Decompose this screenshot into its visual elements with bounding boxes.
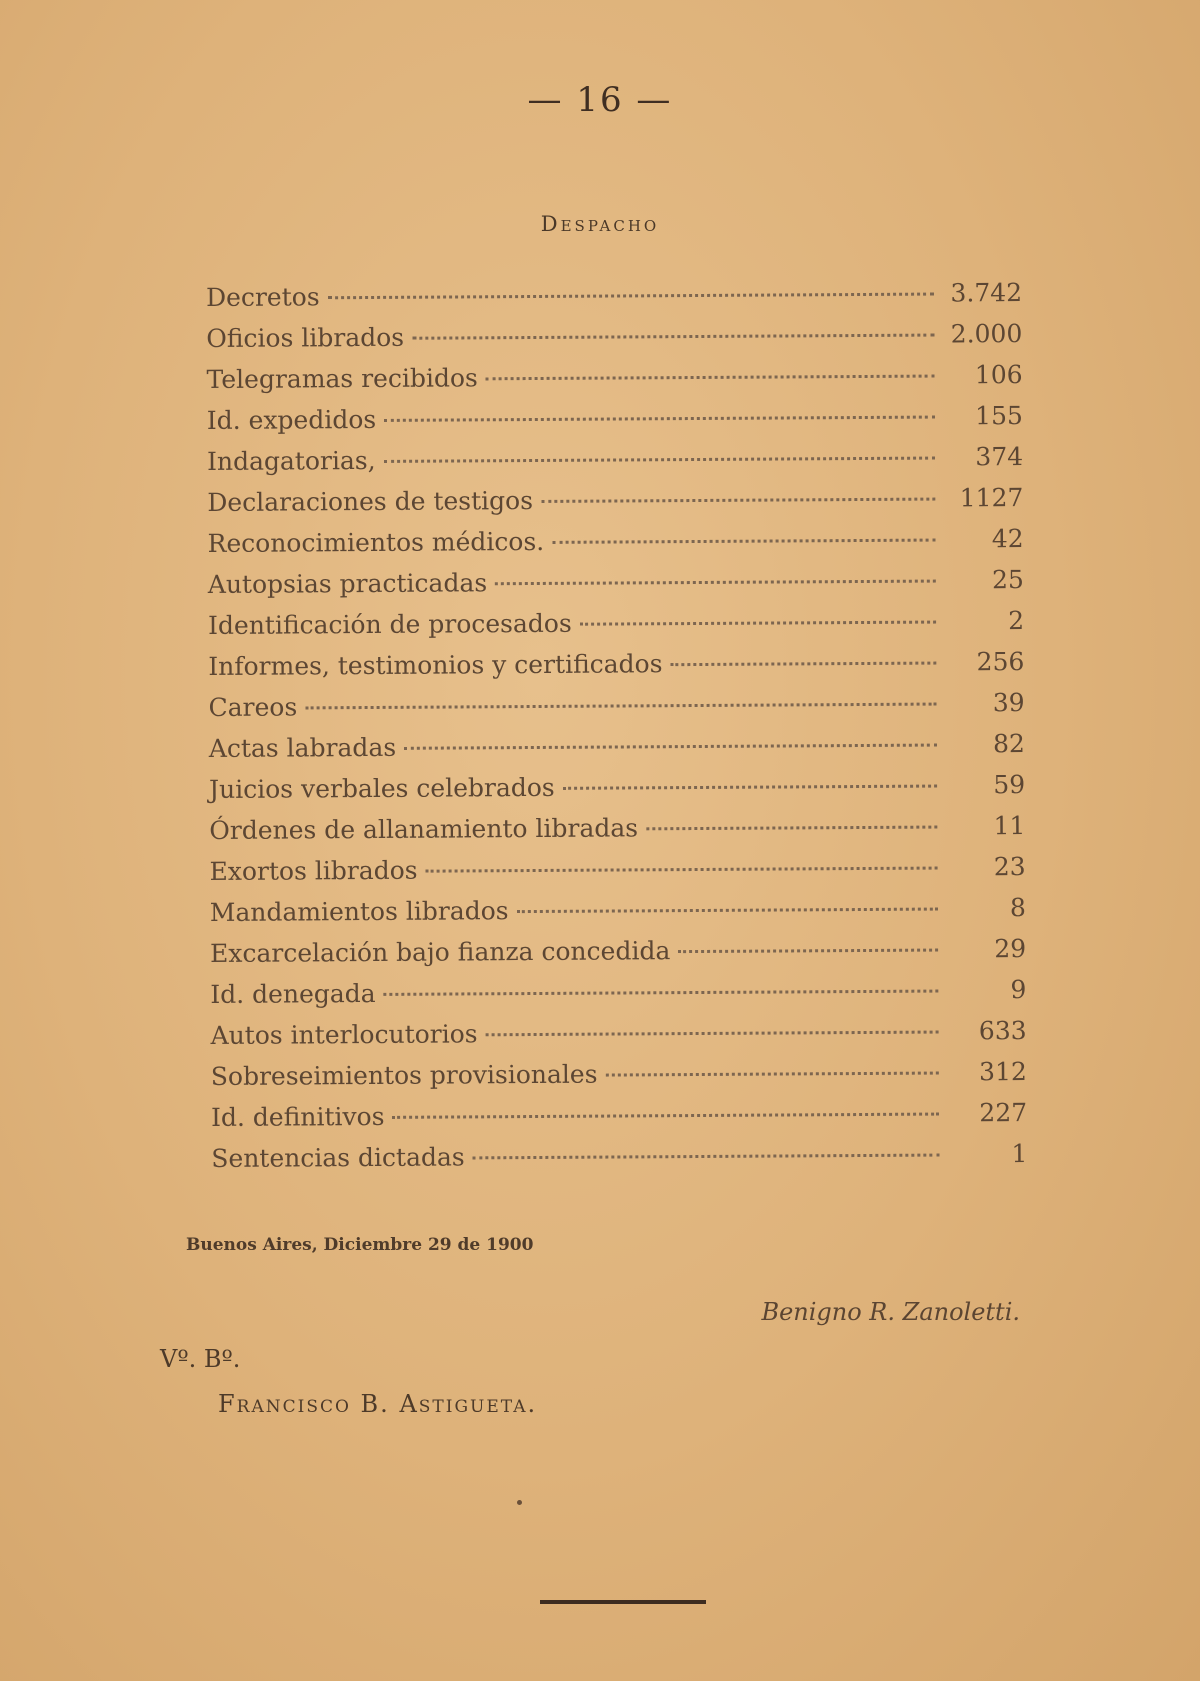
- page-number: — 16 —: [527, 80, 673, 120]
- stat-value: 3.742: [950, 278, 1023, 308]
- stat-value: 1127: [959, 483, 1024, 513]
- stat-row: [207, 442, 1023, 488]
- stat-label: Telegramas recibidos: [206, 363, 478, 394]
- dot-leader: [384, 990, 939, 996]
- stat-row: [211, 1139, 1027, 1185]
- stat-label: Reconocimientos médicos.: [207, 526, 545, 558]
- stat-label: Informes, testimonios y certificados: [208, 649, 663, 681]
- stat-label: Juicios verbales celebrados: [209, 772, 555, 804]
- end-rule: [540, 1600, 706, 1604]
- stat-label: Actas labradas: [208, 732, 397, 763]
- stat-label: Declaraciones de testigos: [207, 486, 534, 517]
- stat-row: [210, 893, 1026, 939]
- dot-leader: [552, 539, 935, 544]
- stat-value: 25: [991, 565, 1024, 595]
- stat-value: 374: [975, 442, 1024, 472]
- stat-label: Indagatorias,: [207, 445, 376, 476]
- stat-value: 227: [979, 1098, 1028, 1128]
- stat-row: [211, 1098, 1027, 1144]
- stat-row: [207, 360, 1023, 406]
- dot-leader: [473, 1154, 940, 1160]
- ink-dot: [517, 1500, 522, 1505]
- stat-label: Autopsias practicadas: [207, 568, 488, 599]
- dot-leader: [486, 1031, 939, 1037]
- stat-label: Careos: [208, 692, 298, 722]
- dot-leader: [392, 1113, 939, 1119]
- dot-leader: [646, 826, 937, 831]
- stat-row: [208, 565, 1024, 611]
- stat-value: 23: [993, 852, 1026, 882]
- dot-leader: [495, 580, 936, 586]
- stat-value: 9: [1010, 975, 1027, 1005]
- dot-leader: [384, 457, 935, 463]
- stat-label: Sobreseimientos provisionales: [210, 1059, 598, 1091]
- dot-leader: [671, 662, 937, 667]
- stat-value: 1: [1011, 1138, 1028, 1169]
- stat-row: [207, 401, 1023, 447]
- stat-value: 256: [976, 647, 1025, 677]
- stat-row: [211, 1057, 1027, 1103]
- stat-value: 59: [993, 770, 1026, 800]
- dot-leader: [426, 867, 938, 873]
- statistics-list: [206, 278, 1027, 1185]
- stat-value: 2: [1008, 606, 1025, 636]
- stat-value: 155: [975, 401, 1023, 431]
- stat-row: [209, 770, 1025, 816]
- stat-row: [209, 688, 1025, 734]
- stat-value: 42: [991, 524, 1024, 554]
- dot-leader: [404, 744, 937, 750]
- dot-leader: [486, 375, 935, 381]
- approver-name: Francisco B. Astigueta.: [218, 1390, 538, 1418]
- stat-label: Exortos librados: [209, 855, 418, 886]
- stat-value: 29: [994, 934, 1027, 964]
- stat-row: [210, 975, 1026, 1021]
- stat-label: Oficios librados: [206, 322, 405, 353]
- stat-row: [211, 1016, 1027, 1062]
- stat-label: Id. expedidos: [206, 404, 377, 435]
- stat-row: [208, 524, 1024, 570]
- stat-label: Órdenes de allanamiento libradas: [209, 813, 639, 845]
- stat-row: [206, 319, 1022, 365]
- stat-label: Decretos: [206, 282, 320, 312]
- stat-row: [209, 811, 1025, 857]
- stat-label: Identificación de procesados: [208, 608, 572, 640]
- stat-value: 2.000: [950, 319, 1023, 349]
- stat-value: 39: [992, 688, 1025, 718]
- stat-row: [209, 729, 1025, 775]
- dot-leader: [328, 293, 934, 300]
- stat-row: [208, 606, 1024, 652]
- stat-value: 312: [979, 1057, 1027, 1087]
- stat-row: [207, 483, 1023, 529]
- signature: Benigno R. Zanoletti.: [761, 1298, 1020, 1326]
- stat-label: Mandamientos librados: [209, 896, 509, 927]
- dot-leader: [517, 908, 938, 914]
- stat-row: [206, 278, 1022, 324]
- stat-label: Excarcelación bajo fianza concedida: [210, 936, 671, 968]
- stat-row: [210, 934, 1026, 980]
- stat-row: [208, 647, 1024, 693]
- section-title: Despacho: [540, 212, 660, 236]
- dot-leader: [412, 334, 934, 340]
- stat-value: 11: [993, 811, 1026, 841]
- stat-row: [210, 852, 1026, 898]
- dot-leader: [605, 1072, 938, 1077]
- stat-label: Id. definitivos: [211, 1101, 385, 1132]
- stat-value: 106: [974, 360, 1023, 390]
- stat-value: 8: [1009, 893, 1026, 923]
- dateline: Buenos Aires, Diciembre 29 de 1900: [186, 1235, 534, 1255]
- dot-leader: [563, 785, 937, 790]
- stat-label: Autos interlocutorios: [210, 1019, 478, 1050]
- stat-value: 82: [992, 729, 1025, 759]
- dot-leader: [678, 949, 938, 954]
- approval-mark: Vº. Bº.: [160, 1345, 241, 1373]
- dot-leader: [541, 498, 935, 503]
- stat-value: 633: [978, 1016, 1027, 1046]
- dot-leader: [305, 703, 936, 710]
- stat-label: Id. denegada: [210, 978, 376, 1009]
- stat-label: Sentencias dictadas: [211, 1142, 465, 1173]
- dot-leader: [384, 416, 935, 422]
- dot-leader: [580, 621, 936, 626]
